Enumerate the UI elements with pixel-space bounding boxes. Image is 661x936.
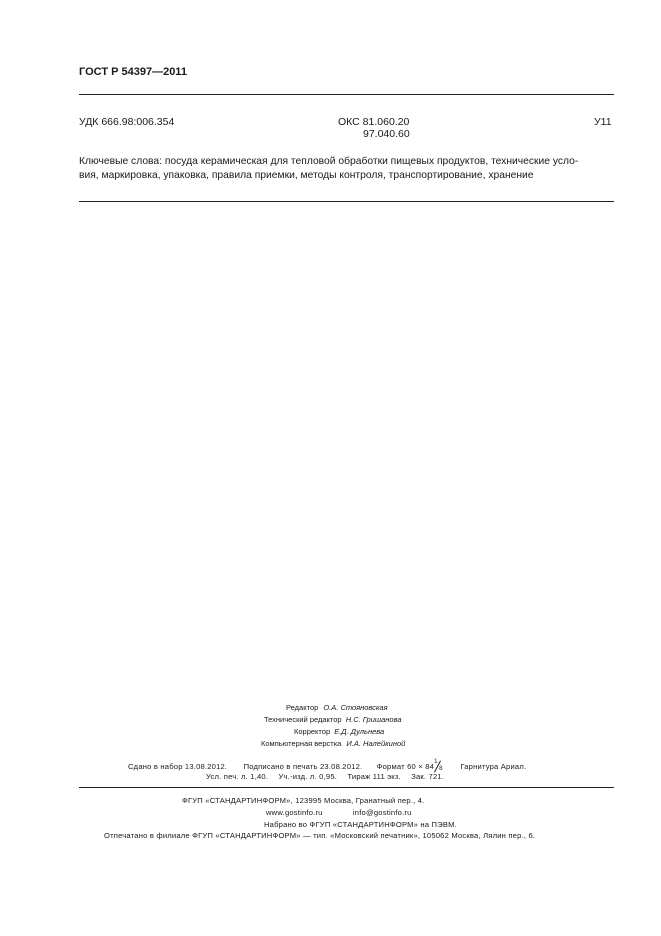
- editor-name: О.А. Стояновская: [323, 703, 388, 712]
- corrector-label: Корректор: [294, 727, 331, 736]
- layout-label: Компьютерная верстка: [261, 739, 342, 748]
- typesetting-note: Набрано во ФГУП «СТАНДАРТИНФОРМ» на ПЭВМ.: [264, 820, 457, 829]
- oks-code-2: 97.040.60: [363, 128, 410, 140]
- publisher-address: ФГУП «СТАНДАРТИНФОРМ», 123995 Москва, Гранатный пер., 4.: [182, 796, 425, 805]
- printing-note: Отпечатано в филиале ФГУП «СТАНДАРТИНФОРМ» — тип. «Московский печатник», 105062 Москва, Лялин пер., 6.: [104, 831, 536, 840]
- typeface: Гарнитура Ариал.: [460, 762, 527, 771]
- oks-code-1: ОКС 81.060.20: [338, 116, 410, 128]
- publisher-email: info@gostinfo.ru: [352, 808, 412, 817]
- fraction-numerator: 1: [434, 759, 438, 765]
- keywords-line-2: вия, маркировка, упаковка, правила приемки, методы контроля, транспортирование, хранение: [79, 170, 534, 181]
- document-number: ГОСТ Р 54397—2011: [79, 66, 187, 78]
- imprint-line-1: [128, 759, 527, 772]
- tech-editor-label: Технический редактор: [264, 715, 342, 724]
- fraction-denominator: 8: [439, 766, 443, 772]
- print-run: Тираж 111 экз.: [347, 772, 401, 781]
- publisher-website: www.gostinfo.ru: [266, 808, 323, 817]
- print-sheets: Усл. печ. л. 1,40.: [206, 772, 269, 781]
- keywords-line-1: Ключевые слова: посуда керамическая для тепловой обработки пищевых продуктов, технические усло-: [79, 156, 579, 167]
- format-prefix: Формат 60 × 84: [376, 762, 435, 771]
- classification-code: У11: [594, 116, 612, 128]
- layout-credit: [261, 739, 405, 748]
- format-fraction: [434, 759, 444, 772]
- imprint-divider: [79, 787, 614, 788]
- udk-code: УДК 666.98:006.354: [79, 116, 175, 128]
- tech-editor-name: Н.С. Гришанова: [345, 715, 402, 724]
- publisher-contacts: [266, 808, 412, 817]
- editor-label: Редактор: [286, 703, 319, 712]
- keywords-block: [79, 155, 619, 183]
- submitted-date: Сдано в набор 13.08.2012.: [128, 762, 228, 771]
- editor-credit: [286, 703, 388, 712]
- tech-editor-credit: [264, 715, 402, 724]
- format: [376, 759, 447, 772]
- layout-name: И.А. Налейкиной: [346, 739, 406, 748]
- corrector-name: Е.Д. Дульнева: [334, 727, 385, 736]
- keywords-divider: [79, 201, 614, 202]
- order-number: Зак. 721.: [411, 772, 445, 781]
- imprint-line-2: [206, 772, 444, 781]
- corrector-credit: [294, 727, 384, 736]
- publishing-sheets: Уч.-изд. л. 0,95.: [278, 772, 338, 781]
- top-divider: [79, 94, 614, 95]
- signed-date: Подписано в печать 23.08.2012.: [243, 762, 363, 771]
